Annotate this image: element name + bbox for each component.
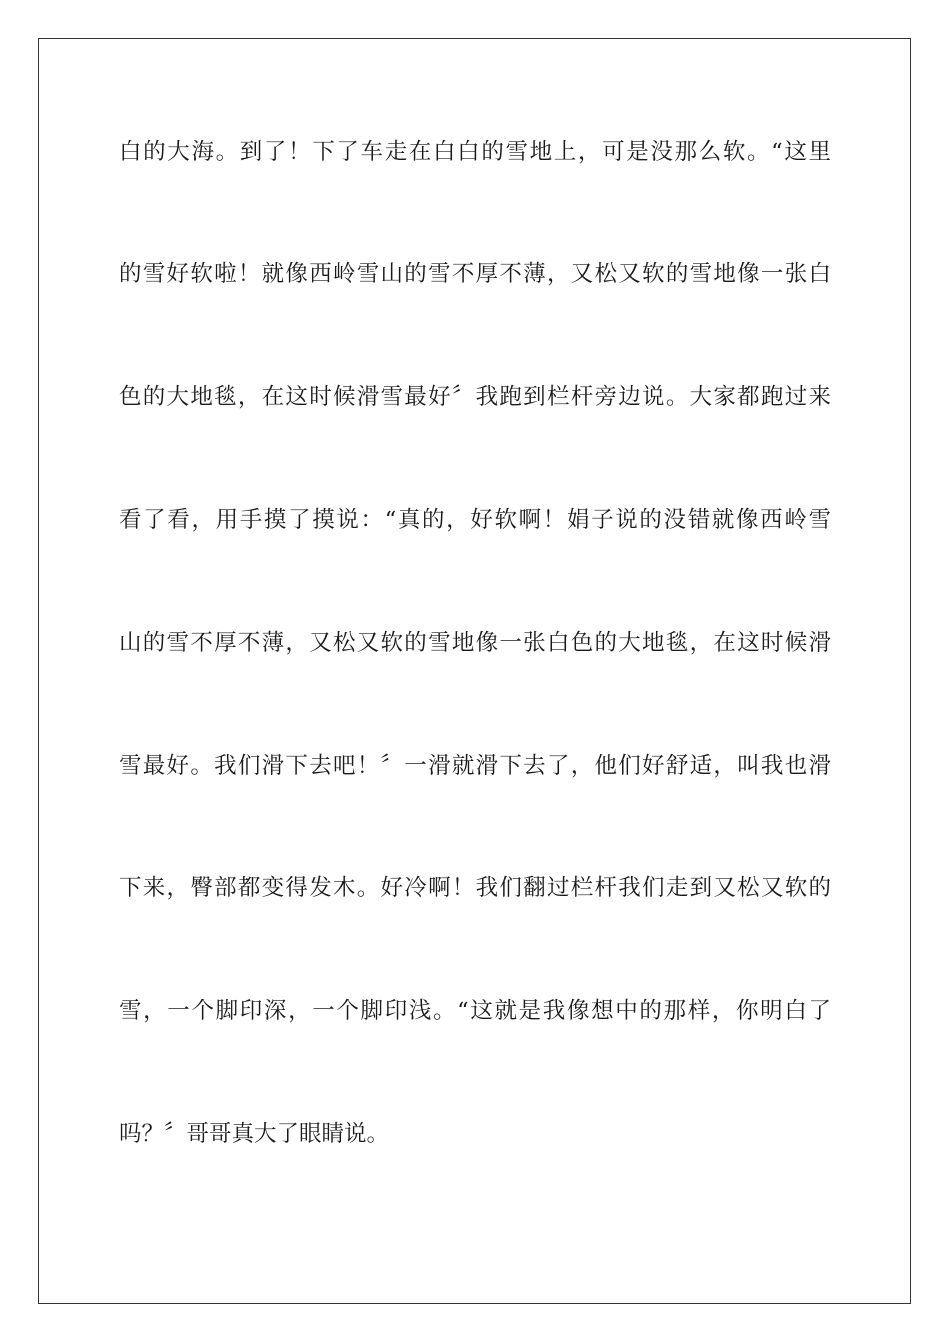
- paragraph-line: 色的大地毯，在这时候滑雪最好〞我跑到栏杆旁边说。大家都跑过来: [119, 384, 831, 410]
- paragraph-line: 看了看，用手摸了摸说：“真的，好软啊！娟子说的没错就像西岭雪: [119, 507, 831, 533]
- paragraph-line: 雪最好。我们滑下去吧！〞一滑就滑下去了，他们好舒适，叫我也滑: [119, 753, 831, 779]
- paragraph-line: 下来，臀部都变得发木。好冷啊！我们翻过栏杆我们走到又松又软的: [119, 875, 831, 901]
- paragraph-line: 雪，一个脚印深，一个脚印浅。“这就是我像想中的那样，你明白了: [119, 998, 831, 1024]
- paragraph-line: 山的雪不厚不薄，又松又软的雪地像一张白色的大地毯，在这时候滑: [119, 630, 831, 656]
- paragraph-line: 的雪好软啦！就像西岭雪山的雪不厚不薄，又松又软的雪地像一张白: [119, 261, 831, 287]
- page-frame: [38, 38, 911, 1304]
- paragraph-line: 吗？〞哥哥真大了眼睛说。: [119, 1121, 390, 1147]
- paragraph-line: 白的大海。到了！下了车走在白白的雪地上，可是没那么软。“这里: [119, 139, 831, 165]
